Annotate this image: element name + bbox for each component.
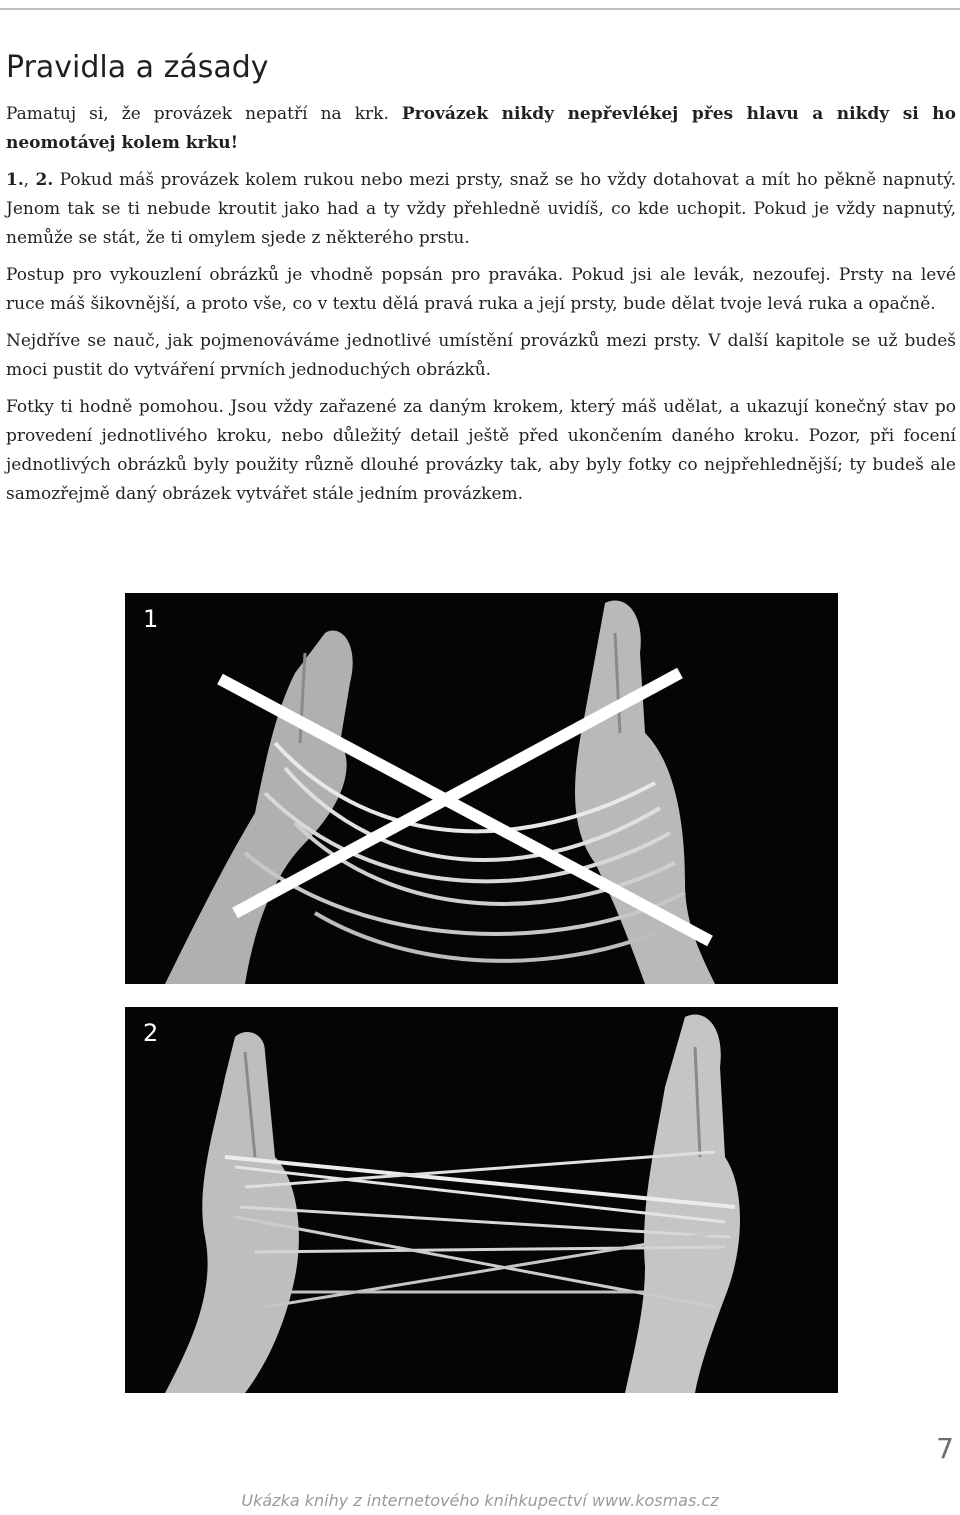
paragraph-naming: Nejdříve se nauč, jak pojmenováváme jednotlivé umístění provázků mezi prsty. V další kapitole se už budeš moci pustit do vytváření prvních jednoduchých obrázků. bbox=[6, 331, 956, 380]
figure-2-number: 2 bbox=[143, 1019, 159, 1047]
body-text bbox=[6, 100, 956, 517]
figure-1-photo bbox=[125, 593, 838, 984]
paragraph-warning: Pamatuj si, že provázek nepatří na krk. Provázek nikdy nepřevlékej přes hlavu a nikdy si ho neomotávej kolem krku! bbox=[6, 104, 956, 153]
paragraph-lefthanded: Postup pro vykouzlení obrázků je vhodně popsán pro praváka. Pokud jsi ale levák, nezoufej. Prsty na levé ruce máš šikovnější, a proto vše, co v textu dělá pravá ruka a její prsty, bude dělat tvoje levá ruka a opačně. bbox=[6, 265, 956, 314]
top-rule bbox=[0, 8, 960, 10]
hands-taut-string-icon bbox=[125, 1007, 838, 1393]
page-title: Pravidla a zásady bbox=[6, 50, 269, 85]
hands-loose-string-icon bbox=[125, 593, 838, 984]
paragraph-tension: 1., 2. Pokud máš provázek kolem rukou nebo mezi prsty, snaž se ho vždy dotahovat a mít ho pěkně napnutý. Jenom tak se ti nebude kroutit jako had a ty vždy přehledně uvidíš, co kde uchopit. Pokud je vždy napnutý, nemůže se stát, že ti omylem sjede z některého prstu. bbox=[6, 170, 957, 248]
figure-2-photo bbox=[125, 1007, 838, 1393]
page-number: 7 bbox=[936, 1432, 954, 1465]
paragraph-photos: Fotky ti hodně pomohou. Jsou vždy zařazené za daným krokem, který máš udělat, a ukazují konečný stav po provedení jednotlivého kroku, nebo důležitý detail ještě před ukončením daného kroku. Pozor, při focení jednotlivých obrázků byly použity různě dlouhé provázky tak, aby byly fotky co nejpřehlednější; ty budeš ale samozřejmě daný obrázek vytvářet stále jedním provázkem. bbox=[6, 397, 956, 504]
footer-source: Ukázka knihy z internetového knihkupectví www.kosmas.cz bbox=[241, 1491, 719, 1510]
figure-1-number: 1 bbox=[143, 605, 159, 633]
warning-bold: Provázek nikdy nepřevlékej přes hlavu a nikdy si ho neomotávej kolem krku! bbox=[6, 104, 956, 153]
